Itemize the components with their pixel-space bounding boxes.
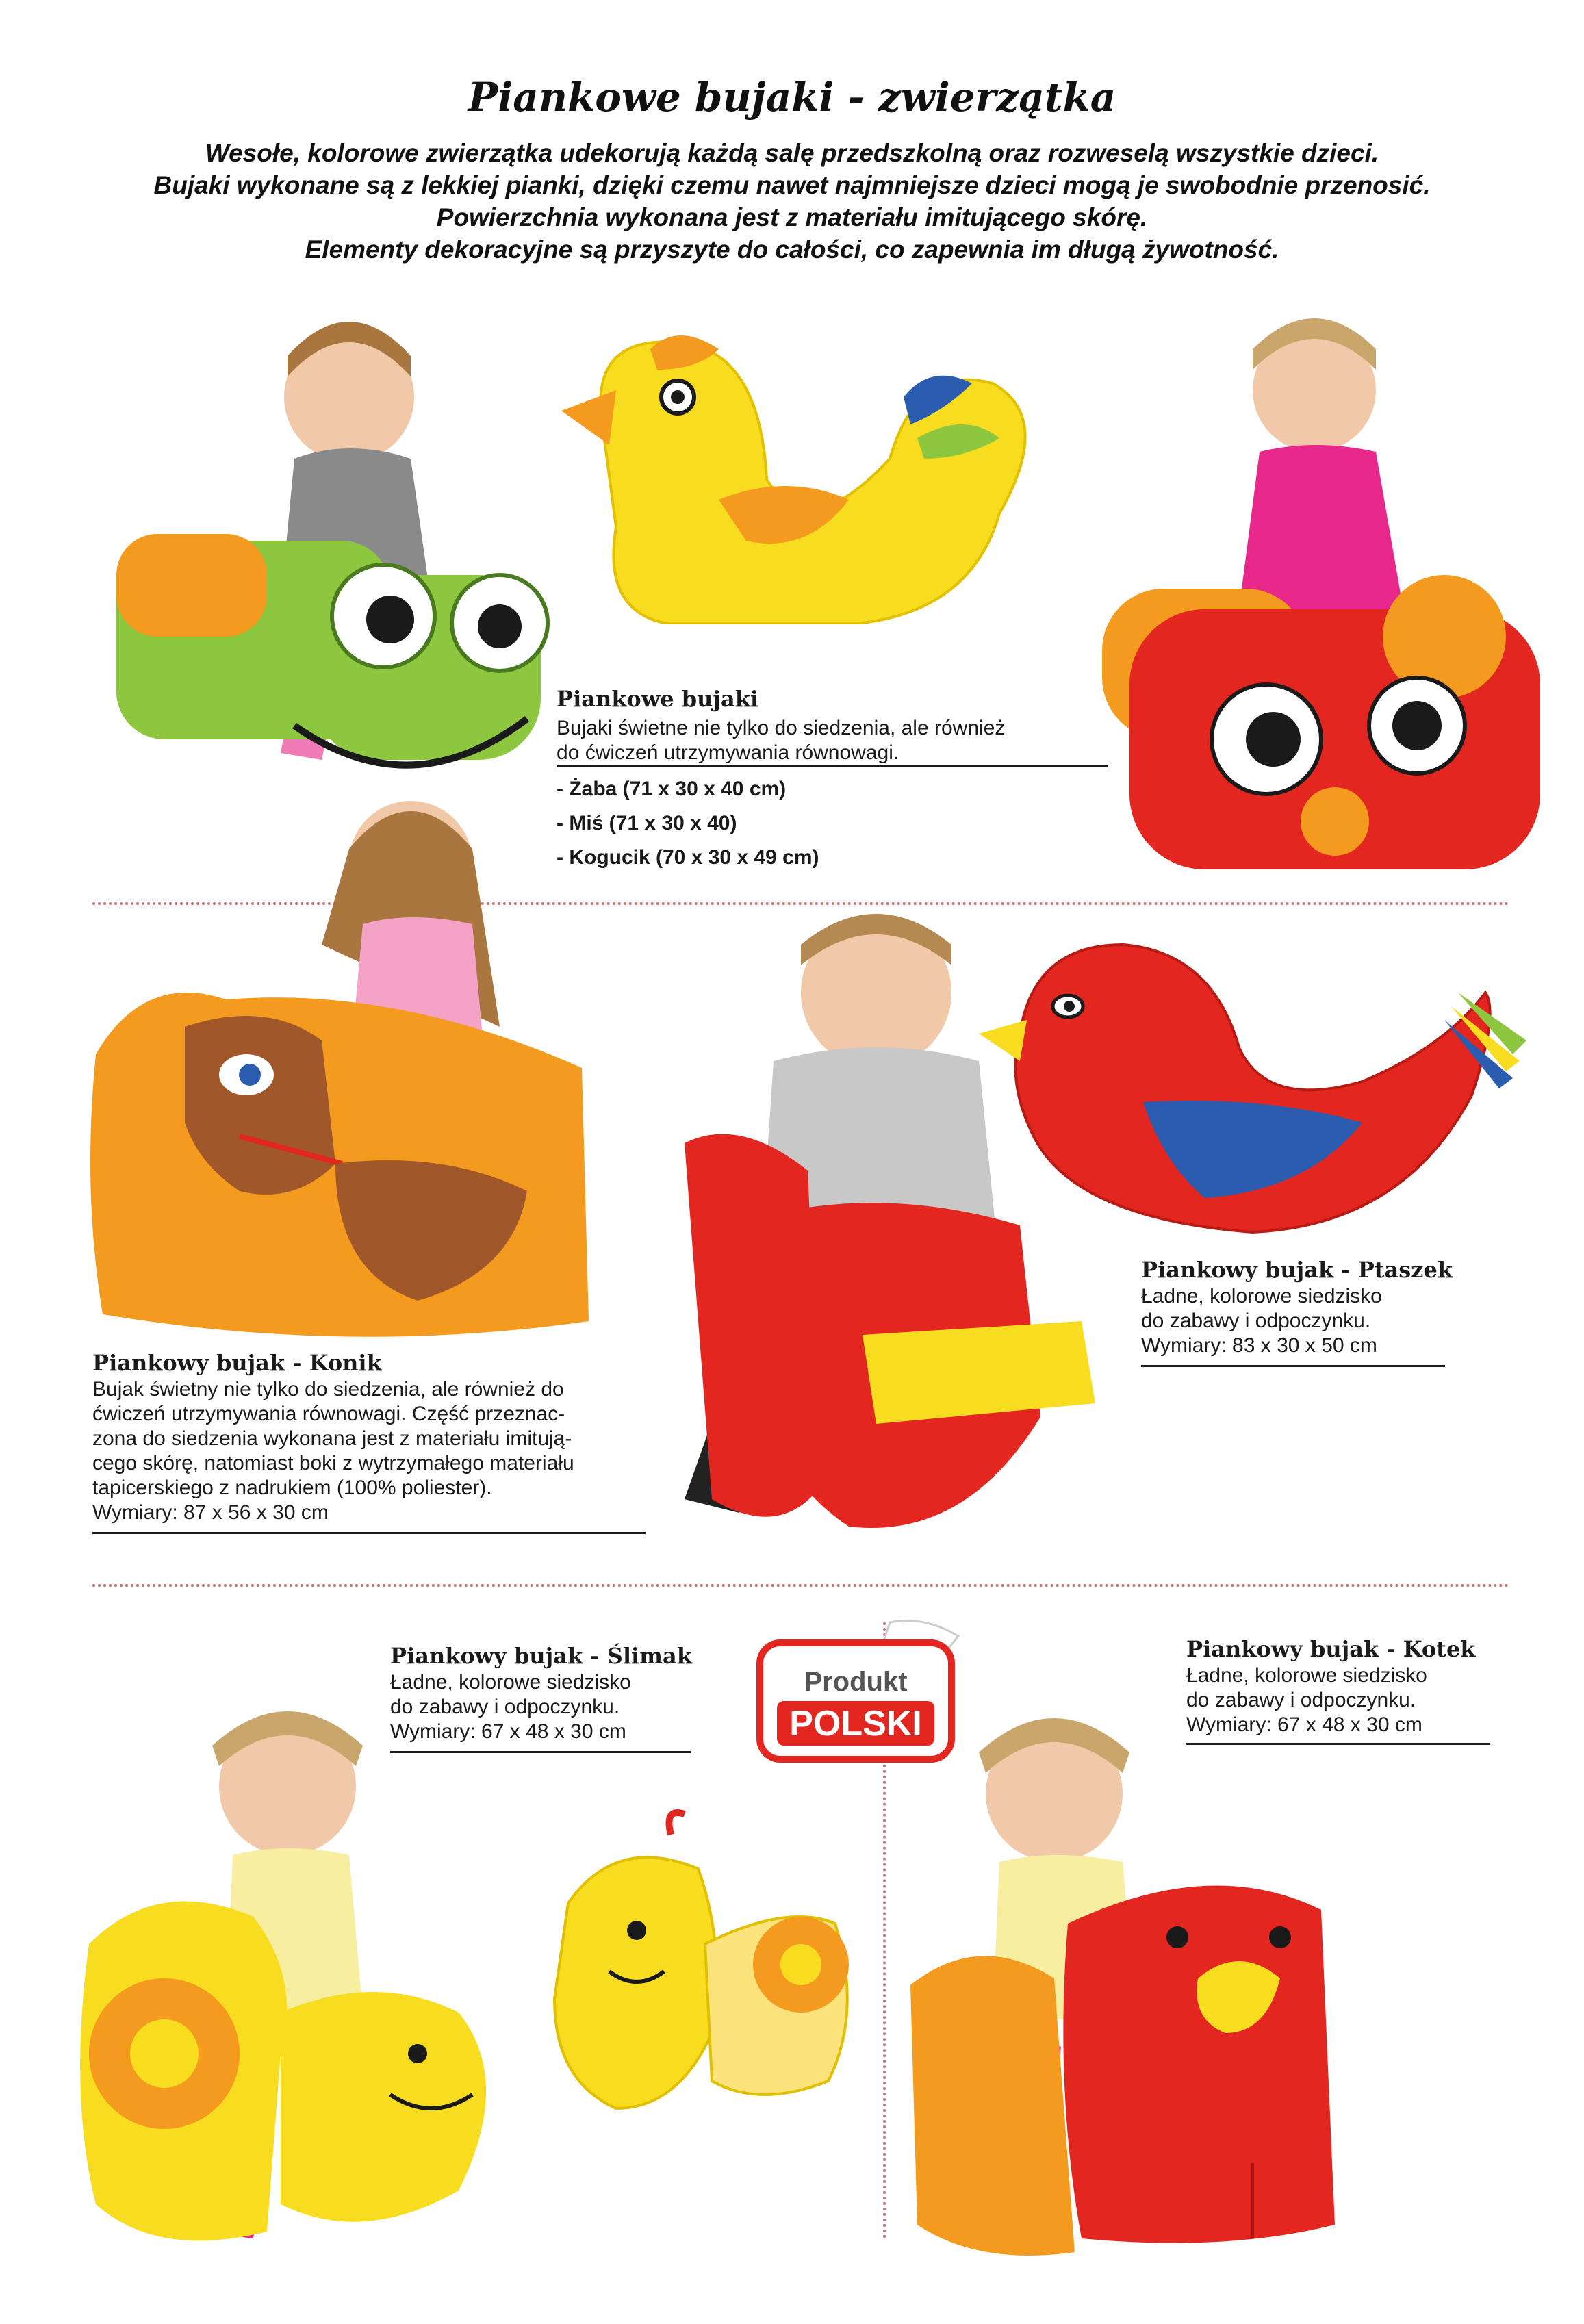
ptaszek-heading: Piankowy bujak - Ptaszek — [1141, 1257, 1453, 1283]
konik-desc-line: Wymiary: 87 x 56 x 30 cm — [92, 1501, 329, 1524]
cat-rocker-image — [897, 1663, 1362, 2293]
bear-rocker-image — [1088, 315, 1554, 876]
intro-line: Elementy dekoracyjne są przyszyte do całości, co zapewnia im długą żywotność. — [305, 235, 1279, 264]
badge-polski-text: POLSKI — [789, 1704, 922, 1744]
snail-rocker-image — [541, 1807, 869, 2129]
ptaszek-rule — [1141, 1365, 1445, 1367]
konik-desc-line: cego skórę, natomiast boki z wytrzymałego materiału — [92, 1452, 574, 1474]
section-divider — [92, 1584, 1509, 1587]
intro-line: Wesołe, kolorowe zwierzątka udekorują każdą salę przedszkolną oraz rozweselą wszystkie dzieci. — [205, 139, 1379, 167]
konik-desc-line: tapicerskiego z nadrukiem (100% poliester). — [92, 1477, 492, 1499]
kotek-desc-line: Ładne, kolorowe siedzisko — [1186, 1664, 1427, 1687]
konik-desc-line: Bujak świetny nie tylko do siedzenia, ale również do — [92, 1378, 564, 1401]
konik-description — [92, 1377, 574, 1525]
dimension-item-zaba: - Żaba (71 x 30 x 40 cm) — [557, 778, 787, 800]
intro-line: Bujaki wykonane są z lekkiej pianki, dzięki czemu nawet najmniejsze dzieci mogą je swobodnie przenosić. — [153, 171, 1431, 199]
page-title: Piankowe bujaki - zwierzątka — [468, 74, 1116, 120]
slimak-desc-line: do zabawy i odpoczynku. — [390, 1696, 620, 1718]
bujaki-desc-line: do ćwiczeń utrzymywania równowagi. — [557, 741, 899, 764]
kotek-desc-line: do zabawy i odpoczynku. — [1186, 1689, 1416, 1711]
konik-rule — [92, 1532, 646, 1534]
frog-rocker-image — [89, 315, 568, 835]
bujaki-desc-line: Bujaki świetne nie tylko do siedzenia, ale również — [557, 717, 1006, 739]
ptaszek-description — [1141, 1284, 1382, 1358]
slimak-desc-line: Ładne, kolorowe siedzisko — [390, 1671, 631, 1694]
badge-produkt-text: Produkt — [804, 1667, 908, 1697]
ptaszek-desc-line: Wymiary: 83 x 30 x 50 cm — [1141, 1334, 1377, 1357]
chicken-rocker-image — [561, 322, 1040, 650]
snail-rocker-child-image — [75, 1670, 520, 2286]
bird-rocker-image — [979, 931, 1533, 1253]
bujaki-heading: Piankowe bujaki — [557, 686, 759, 712]
konik-heading: Piankowy bujak - Konik — [92, 1350, 382, 1376]
dimension-item-mis: - Miś (71 x 30 x 40) — [557, 812, 737, 834]
intro-text — [110, 137, 1474, 266]
kotek-heading: Piankowy bujak - Kotek — [1186, 1636, 1476, 1662]
slimak-desc-line: Wymiary: 67 x 48 x 30 cm — [390, 1720, 626, 1743]
ptaszek-desc-line: Ładne, kolorowe siedzisko — [1141, 1285, 1382, 1307]
konik-desc-line: zona do siedzenia wykonana jest z materiału imitują- — [92, 1427, 572, 1450]
bujaki-rule — [557, 765, 1108, 767]
intro-line: Powierzchnia wykonana jest z materiału imitującego skórę. — [436, 203, 1148, 231]
konik-desc-line: ćwiczeń utrzymywania równowagi. Część przeznac- — [92, 1403, 565, 1425]
bujaki-description — [557, 716, 1005, 765]
ptaszek-desc-line: do zabawy i odpoczynku. — [1141, 1310, 1371, 1332]
dimension-item-kogucik: - Kogucik (70 x 30 x 49 cm) — [557, 846, 819, 869]
kotek-desc-line: Wymiary: 67 x 48 x 30 cm — [1186, 1713, 1422, 1736]
slimak-heading: Piankowy bujak - Ślimak — [390, 1643, 692, 1669]
horse-rocker-image — [89, 780, 637, 1342]
